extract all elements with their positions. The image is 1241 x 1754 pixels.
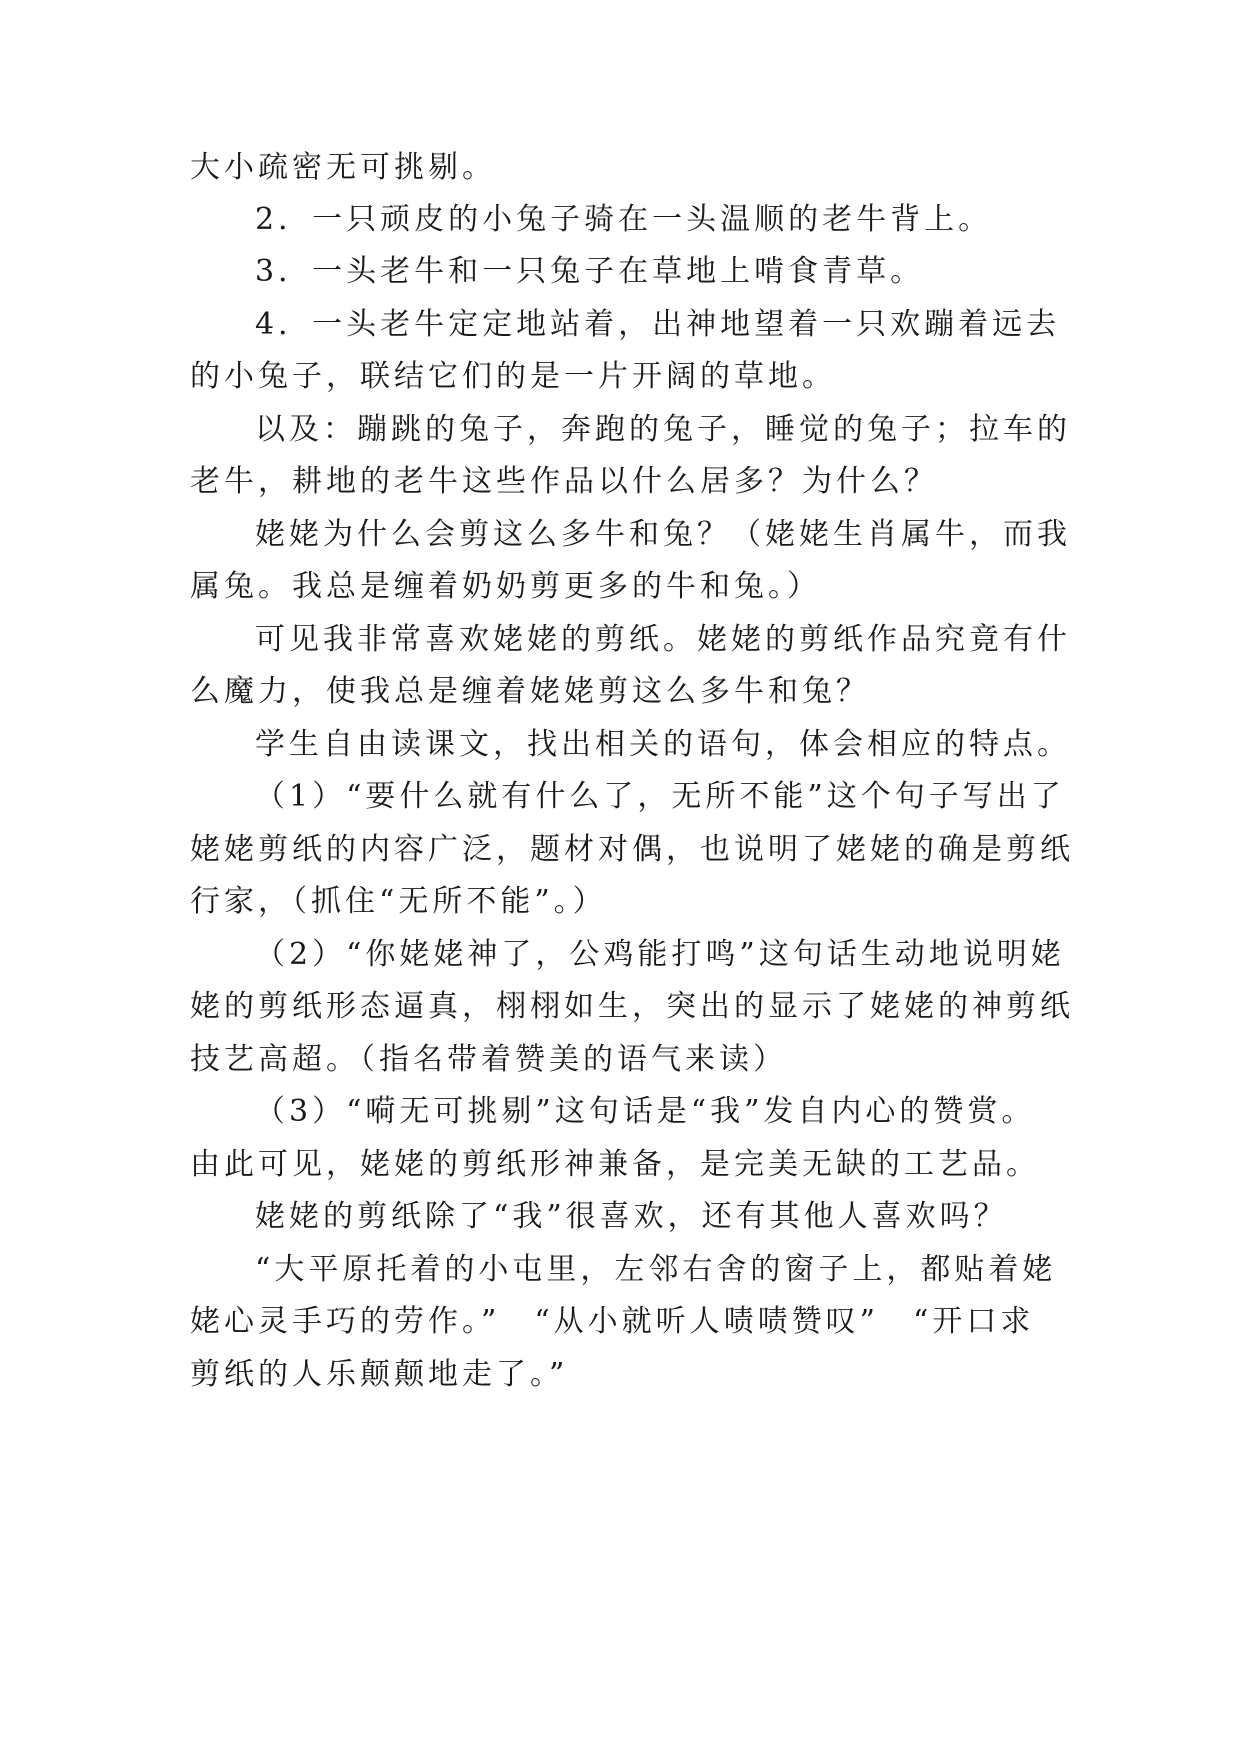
paragraph-start: （1）“要什么就有什么了，无所不能”这个句子写出了 [255,779,1065,814]
text-line: 大小疏密无可挑剔。 [190,150,496,185]
text-line: 技艺高超。（指名带着赞美的语气来读） [190,1042,787,1077]
text-line: 属兔。我总是缠着奶奶剪更多的牛和兔。） [190,569,821,604]
paragraph-start: 姥姥的剪纸除了“我”很喜欢，还有其他人喜欢吗？ [255,1199,1008,1234]
list-item: 3．一头老牛和一只兔子在草地上啃食青草。 [255,254,925,289]
text-line: 么魔力，使我总是缠着姥姥剪这么多牛和兔？ [190,674,870,709]
paragraph-start: 姥姥为什么会剪这么多牛和兔？（姥姥生肖属牛，而我 [255,517,1071,552]
paragraph-start: “大平原托着的小屯里，左邻右舍的窗子上，都贴着姥 [255,1252,1057,1287]
text-line: 由此可见，姥姥的剪纸形神兼备，是完美无缺的工艺品。 [190,1147,1040,1182]
paragraph-start: 可见我非常喜欢姥姥的剪纸。姥姥的剪纸作品究竟有什 [255,622,1071,657]
list-item: 2．一只顽皮的小兔子骑在一头温顺的老牛背上。 [255,202,993,237]
text-line: 的小兔子，联结它们的是一片开阔的草地。 [190,359,836,394]
text-line: 姥心灵手巧的劳作。” “从小就听人啧啧赞叹” “开口求 [190,1304,1035,1339]
paragraph-start: 以及：蹦跳的兔子，奔跑的兔子，睡觉的兔子；拉车的 [255,412,1071,447]
text-line: 剪纸的人乐颠颠地走了。” [190,1357,569,1392]
list-item: 4．一头老牛定定地站着，出神地望着一只欢蹦着远去 [255,307,1061,342]
text-line: 老牛，耕地的老牛这些作品以什么居多？为什么？ [190,464,938,499]
text-line: 行家，（抓住“无所不能”。） [190,884,607,919]
paragraph-start: （3）“嗬无可挑剔”这句话是“我”发自内心的赞赏。 [255,1094,1036,1129]
text-line: 姥的剪纸形态逼真，栩栩如生，突出的显示了姥姥的神剪纸 [190,989,1074,1024]
text-line: 姥姥剪纸的内容广泛，题材对偶，也说明了姥姥的确是剪纸 [190,832,1074,867]
paragraph-start: （2）“你姥姥神了，公鸡能打鸣”这句话生动地说明姥 [255,937,1065,972]
paragraph-start: 学生自由读课文，找出相关的语句，体会相应的特点。 [255,727,1071,762]
